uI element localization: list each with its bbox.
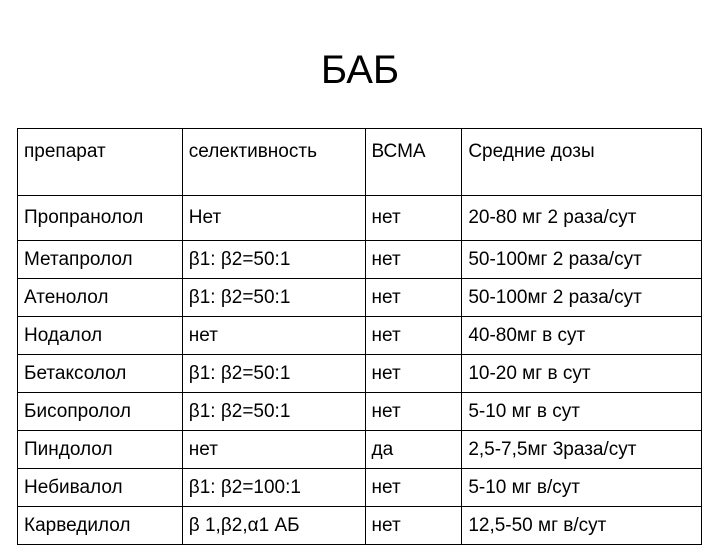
cell-drug: Бетаксолол <box>18 355 183 393</box>
header-cell-doses: Средние дозы <box>462 129 702 196</box>
cell-dose: 40-80мг в сут <box>462 317 702 355</box>
cell-isa: нет <box>365 393 462 431</box>
cell-dose: 50-100мг 2 раза/сут <box>462 279 702 317</box>
cell-selectivity: β 1,β2,α1 АБ <box>182 507 365 545</box>
cell-selectivity: β1: β2=50:1 <box>182 393 365 431</box>
cell-drug: Пиндолол <box>18 431 183 469</box>
table-row <box>18 196 702 241</box>
table-header-row <box>18 129 702 196</box>
cell-isa: да <box>365 431 462 469</box>
cell-selectivity: нет <box>182 431 365 469</box>
cell-isa: нет <box>365 507 462 545</box>
cell-drug: Метапролол <box>18 241 183 279</box>
cell-drug: Бисопролол <box>18 393 183 431</box>
cell-drug: Нодалол <box>18 317 183 355</box>
header-cell-isa: ВСМА <box>365 129 462 196</box>
cell-isa: нет <box>365 469 462 507</box>
cell-drug: Карведилол <box>18 507 183 545</box>
table-row <box>18 393 702 431</box>
cell-dose: 50-100мг 2 раза/сут <box>462 241 702 279</box>
cell-selectivity: нет <box>182 317 365 355</box>
table-row <box>18 279 702 317</box>
table-row <box>18 355 702 393</box>
cell-selectivity: β1: β2=100:1 <box>182 469 365 507</box>
table-row <box>18 241 702 279</box>
cell-dose: 20-80 мг 2 раза/сут <box>462 196 702 241</box>
slide-title: БАБ <box>320 48 400 92</box>
cell-isa: нет <box>365 241 462 279</box>
cell-dose: 12,5-50 мг в/сут <box>462 507 702 545</box>
table-row <box>18 317 702 355</box>
cell-isa: нет <box>365 279 462 317</box>
header-cell-drug: препарат <box>18 129 183 196</box>
cell-dose: 10-20 мг в сут <box>462 355 702 393</box>
cell-selectivity: β1: β2=50:1 <box>182 355 365 393</box>
cell-selectivity: β1: β2=50:1 <box>182 241 365 279</box>
cell-isa: нет <box>365 355 462 393</box>
table-row <box>18 431 702 469</box>
table-row <box>18 507 702 545</box>
header-cell-selectivity: селективность <box>182 129 365 196</box>
drug-table <box>17 128 702 545</box>
cell-drug: Атенолол <box>18 279 183 317</box>
cell-dose: 2,5-7,5мг 3раза/сут <box>462 431 702 469</box>
cell-isa: нет <box>365 317 462 355</box>
cell-selectivity: Нет <box>182 196 365 241</box>
cell-dose: 5-10 мг в сут <box>462 393 702 431</box>
cell-isa: нет <box>365 196 462 241</box>
cell-drug: Небивалол <box>18 469 183 507</box>
table-row <box>18 469 702 507</box>
cell-drug: Пропранолол <box>18 196 183 241</box>
cell-dose: 5-10 мг в/сут <box>462 469 702 507</box>
cell-selectivity: β1: β2=50:1 <box>182 279 365 317</box>
